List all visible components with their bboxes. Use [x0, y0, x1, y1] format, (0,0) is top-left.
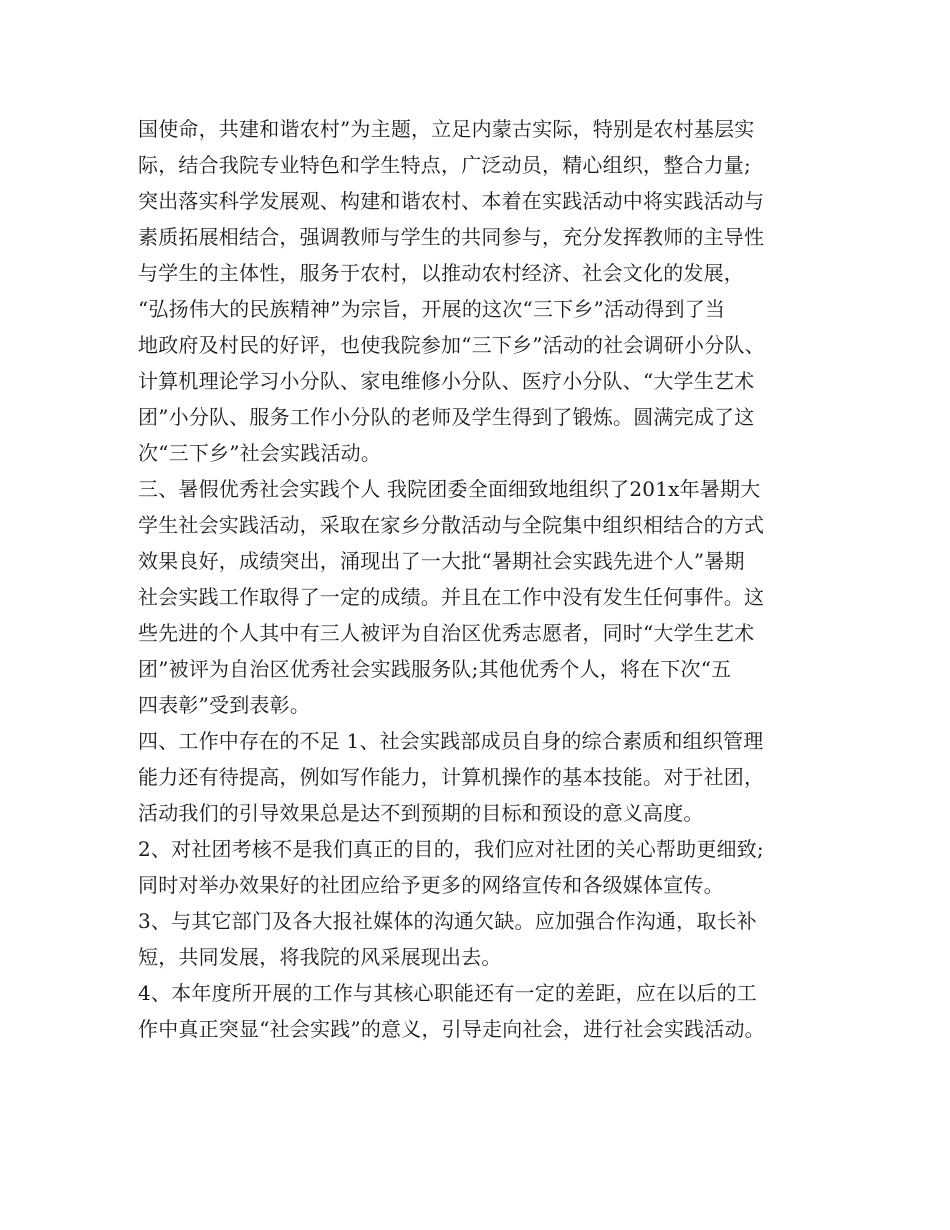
text-line: 些先进的个人其中有三人被评为自治区优秀志愿者，同时“大学生艺术	[138, 621, 755, 645]
section-heading-line: 四、工作中存在的不足 1、社会实践部成员自身的综合素质和组织管理	[138, 729, 764, 753]
text-line: 际，结合我院专业特色和学生特点，广泛动员，精心组织，整合力量;	[138, 153, 751, 177]
list-item-line: 3、与其它部门及各大报社媒体的沟通欠缺。应加强合作沟通，取长补	[138, 909, 757, 933]
text-line: 同时对举办效果好的社团应给予更多的网络宣传和各级媒体宣传。	[138, 873, 724, 897]
text-line: 突出落实科学发展观、构建和谐农村、本着在实践活动中将实践活动与	[138, 189, 765, 213]
body-text	[138, 111, 838, 1047]
text-line: 次“三下乡”社会实践活动。	[138, 441, 382, 465]
text-line: 素质拓展相结合，强调教师与学生的共同参与，充分发挥教师的主导性	[138, 225, 765, 249]
text-line: 国使命，共建和谐农村”为主题，立足内蒙古实际，特别是农村基层实	[138, 117, 755, 141]
list-item-line: 4、本年度所开展的工作与其核心职能还有一定的差距，应在以后的工	[138, 981, 757, 1005]
text-line: “弘扬伟大的民族精神”为宗旨，开展的这次“三下乡”活动得到了当	[138, 297, 726, 321]
text-line: 作中真正突显“社会实践”的意义，引导走向社会，进行社会实践活动。	[138, 1017, 765, 1041]
text-line: 活动我们的引导效果总是达不到预期的目标和预设的意义高度。	[138, 801, 704, 825]
text-line: 与学生的主体性，服务于农村，以推动农村经济、社会文化的发展，	[138, 261, 744, 285]
text-line: 社会实践工作取得了一定的成绩。并且在工作中没有发生任何事件。这	[138, 585, 765, 609]
text-line: 能力还有待提高，例如写作能力，计算机操作的基本技能。对于社团，	[138, 765, 765, 789]
list-item-line: 2、对社团考核不是我们真正的目的，我们应对社团的关心帮助更细致;	[138, 837, 764, 861]
text-line: 四表彰”受到表彰。	[138, 693, 311, 717]
text-line: 地政府及村民的好评，也使我院参加“三下乡”活动的社会调研小分队、	[138, 333, 765, 357]
text-line: 团”被评为自治区优秀社会实践服务队;其他优秀个人，将在下次“五	[138, 657, 732, 681]
text-line: 短，共同发展，将我院的风采展现出去。	[138, 945, 502, 969]
section-heading-line: 三、暑假优秀社会实践个人 我院团委全面细致地组织了201x年暑期大	[138, 477, 761, 501]
text-line: 学生社会实践活动，采取在家乡分散活动与全院集中组织相结合的方式	[138, 513, 765, 537]
text-line: 计算机理论学习小分队、家电维修小分队、医疗小分队、“大学生艺术	[138, 369, 755, 393]
text-line: 效果良好，成绩突出，涌现出了一大批“暑期社会实践先进个人”暑期	[138, 549, 745, 573]
text-line: 团”小分队、服务工作小分队的老师及学生得到了锻炼。圆满完成了这	[138, 405, 755, 429]
